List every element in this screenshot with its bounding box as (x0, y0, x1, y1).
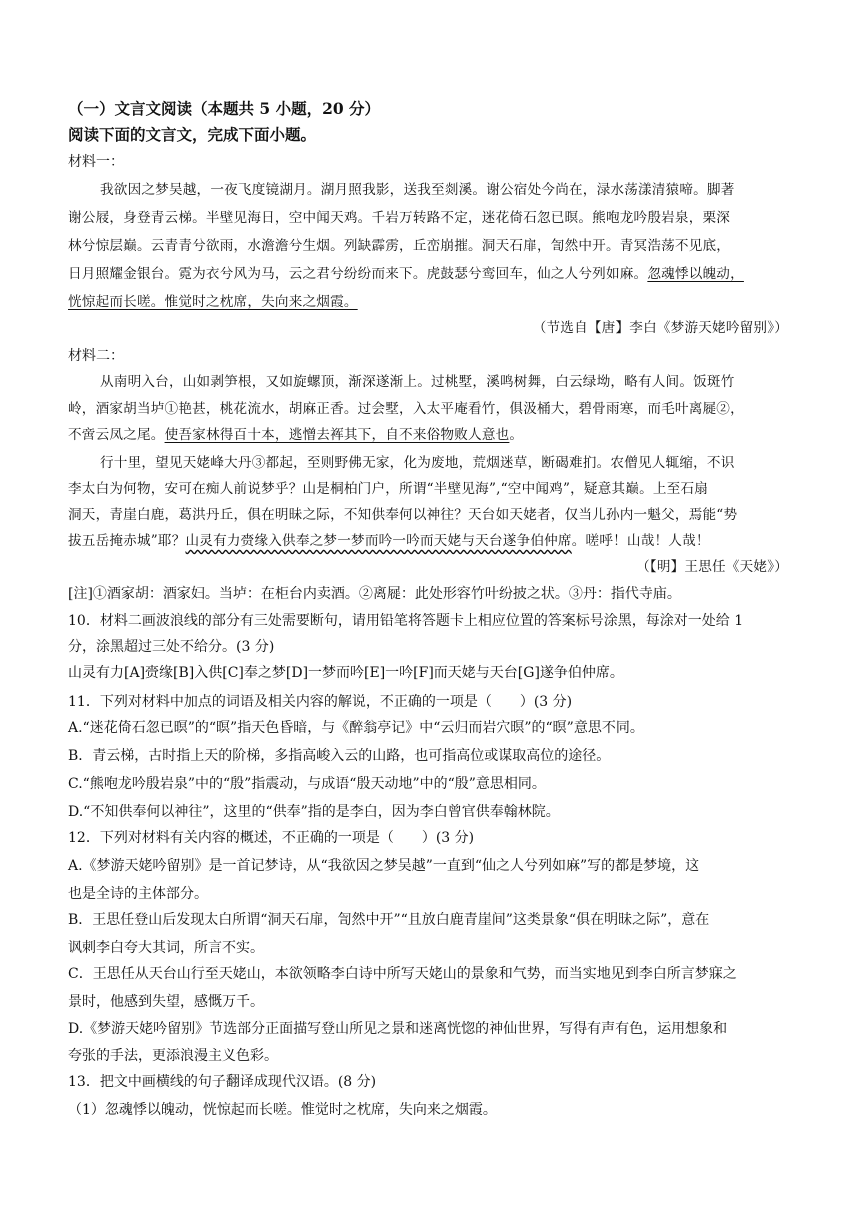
material2-text: 。嗟呼！山哉！人哉！ (571, 533, 710, 549)
wavy-underlined-passage: 山灵有力赍缘入供奉之梦一梦而吟一吟而天姥与天台遂争伯仲席 (185, 533, 572, 549)
question-11-option-d: D.“不知供奉何以神往”，这里的“供奉”指的是李白，因为李白曾官供奉翰林院。 (68, 804, 560, 820)
material2-line: 岭，酒家胡当垆①艳甚，桃花流水，胡麻正香。过会墅，入太平庵看竹，俱汲桶大，碧骨雨寒，而毛叶离屣②， (68, 401, 744, 417)
question-13-stem: 13．把文中画横线的句子翻译成现代汉语。(8 分) (68, 1074, 377, 1090)
material1-line: 谢公屐，身登青云梯。半壁见海日，空中闻天鸡。千岩万转路不定，迷花倚石忽已暝。熊咆龙吟殷岩泉，栗深 (68, 210, 731, 226)
material1-label: 材料一： (68, 154, 124, 170)
question-11-option-c: C.“熊咆龙吟殷岩泉”中的“殷”指震动，与成语“殷天动地”中的“殷”意思相同。 (68, 776, 546, 792)
question-12-option-a: 也是全诗的主体部分。 (68, 886, 208, 902)
question-12-option-d: 夸张的手法，更添浪漫主义色彩。 (68, 1048, 278, 1064)
material2-line: 从南明入台，山如剥笋根，又如旋螺顶，渐深遂渐上。过桃墅，溪鸣树舞，白云绿坳，略有人间。饭斑竹 (100, 374, 735, 390)
question-12-stem: 12．下列对材料有关内容的概述，不正确的一项是（ ）(3 分) (68, 830, 475, 846)
question-11-stem: 11．下列对材料中加点的词语及相关内容的解说，不正确的一项是（ ）(3 分) (68, 694, 573, 710)
question-12-option-c: C．王思任从天台山行至天姥山，本欲领略李白诗中所写天姥山的景象和气势，而当实地见到李白所言梦寐之 (68, 966, 737, 982)
material1-line: 林兮惊层巅。云青青兮欲雨，水澹澹兮生烟。列缺霹雳，丘峦崩摧。洞天石扉，訇然中开。青冥浩荡不见底， (68, 238, 731, 254)
question-12-option-d: D.《梦游天姥吟留别》节选部分正面描写登山所见之景和迷离恍惚的神仙世界，写得有声有色，运用想象和 (68, 1021, 728, 1037)
material1-line (68, 262, 800, 286)
question-12-option-a: A.《梦游天姥吟留别》是一首记梦诗，从“我欲因之梦吴越”一直到“仙之人兮列如麻”写的都是梦境，这 (68, 858, 700, 874)
question-11-option-a: A.“迷花倚石忽已暝”的“暝”指天色昏暗，与《醉翁亭记》中“云归而岩穴暝”的“暝”意思不同。 (68, 720, 644, 736)
material2-line (68, 423, 800, 447)
material1-source: （节选自【唐】李白《梦游天姥吟留别》） (532, 320, 788, 336)
material2-line (68, 529, 800, 553)
material2-line: 行十里，望见天姥峰大丹③都起，至则野佛无家，化为废地，荒烟迷草，断碣难扪。农僧见人辄缩，不识 (100, 455, 735, 471)
material2-label: 材料二： (68, 348, 124, 364)
section-title: （一）文言文阅读（本题共 5 小题，20 分） (68, 99, 381, 118)
material2-text: 不啻云凤之尾。 (68, 427, 165, 443)
question-12-option-b: B．王思任登山后发现太白所谓“洞天石扉，訇然中开”“且放白鹿青崖间”这类景象“俱在明昧之际”，意在 (68, 912, 710, 928)
material1-text: 日月照耀金银台。霓为衣兮风为马，云之君兮纷纷而来下。虎鼓瑟兮鸾回车，仙之人兮列如麻。 (68, 266, 648, 282)
material2-line: 李太白为何物，安可在痴人前说梦乎？山是桐柏门户，所谓“半壁见海”,“空中闻鸡”，疑意其巅。上至石扇 (68, 481, 709, 497)
question-13-item-1: （1）忽魂悸以魄动，恍惊起而长嗟。惟觉时之枕席，失向来之烟霞。 (68, 1102, 497, 1118)
underlined-sentence: 恍惊起而长嗟。惟觉时之枕席，失向来之烟霞。 (68, 294, 358, 310)
material2-source: （【明】王思任《天姥》） (636, 559, 788, 575)
question-11-option-b: B．青云梯，古时指上天的阶梯，多指高峻入云的山路，也可指高位或谋取高位的途径。 (68, 748, 611, 764)
question-10-stem: 分，涂黑超过三处不给分。(3 分) (68, 639, 275, 655)
underlined-sentence: 使吾家林得百十本，逃憎去裈其下，自不来俗物败人意也 (164, 427, 510, 443)
question-12-option-b: 讽刺李白夸大其词，所言不实。 (68, 940, 264, 956)
question-12-option-c: 景时，他感到失望，感慨万千。 (68, 994, 264, 1010)
material2-text: 。 (509, 427, 524, 443)
underlined-sentence: 忽魂悸以魄动， (647, 266, 744, 282)
material1-line: 我欲因之梦吴越，一夜飞度镜湖月。湖月照我影，送我至剡溪。谢公宿处今尚在，渌水荡漾清猿啼。脚著 (100, 182, 735, 198)
reading-instruction: 阅读下面的文言文，完成下面小题。 (68, 125, 317, 144)
question-10-stem: 10．材料二画波浪线的部分有三处需要断句，请用铅笔将答题卡上相应位置的答案标号涂黑，每涂对一处给 1 (68, 613, 744, 629)
footnote: [注]①酒家胡：酒家妇。当垆：在柜台内卖酒。②离屣：此处形容竹叶纷披之状。③丹：指代寺庙。 (68, 586, 681, 602)
material1-line (68, 290, 800, 314)
material2-line: 洞天，青崖白鹿，葛洪丹丘，俱在明昧之际，不知供奉何以神往？天台如天姥者，仅当儿孙内一魁父，焉能“势 (68, 507, 738, 523)
question-10-sentence: 山灵有力[A]赍缘[B]入供[C]奉之梦[D]一梦而吟[E]一吟[F]而天姥与天台[G]遂争伯仲席。 (68, 665, 624, 681)
material2-text: 拔五岳掩赤城”耶？ (68, 533, 186, 549)
